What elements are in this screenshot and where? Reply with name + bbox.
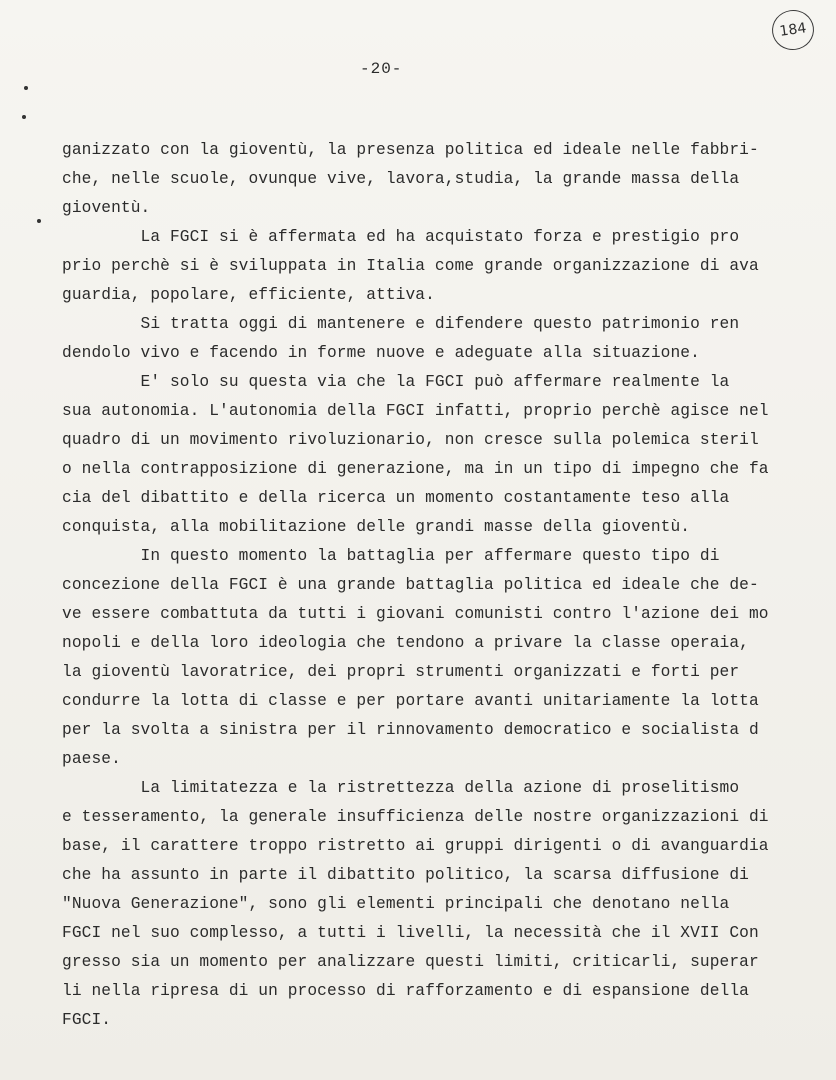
text-line: li nella ripresa di un processo di rafforzamento e di espansione della <box>62 982 749 1000</box>
text-line: In questo momento la battaglia per affermare questo tipo di <box>62 547 720 565</box>
text-line: La limitatezza e la ristrettezza della azione di proselitismo <box>62 779 740 797</box>
text-line: per la svolta a sinistra per il rinnovamento democratico e socialista d <box>62 721 759 739</box>
text-line: la gioventù lavoratrice, dei propri strumenti organizzati e forti per <box>62 663 740 681</box>
text-line: base, il carattere troppo ristretto ai gruppi dirigenti o di avanguardia <box>62 837 769 855</box>
archive-stamp: 184 <box>769 7 816 52</box>
text-line: prio perchè si è sviluppata in Italia come grande organizzazione di ava <box>62 257 759 275</box>
text-line: conquista, alla mobilitazione delle grandi masse della gioventù. <box>62 518 691 536</box>
text-line: FGCI. <box>62 1011 112 1029</box>
text-line: o nella contrapposizione di generazione, ma in un tipo di impegno che fa <box>62 460 769 478</box>
text-line: FGCI nel suo complesso, a tutti i livelli, la necessità che il XVII Con <box>62 924 759 942</box>
text-line: La FGCI si è affermata ed ha acquistato forza e prestigio pro <box>62 228 740 246</box>
text-line: sua autonomia. L'autonomia della FGCI infatti, proprio perchè agisce nel <box>62 402 769 420</box>
body-text <box>62 136 772 1035</box>
margin-dot <box>22 115 26 119</box>
text-line: cia del dibattito e della ricerca un momento costantamente teso alla <box>62 489 730 507</box>
text-line: che, nelle scuole, ovunque vive, lavora,studia, la grande massa della <box>62 170 740 188</box>
margin-dot <box>24 86 28 90</box>
text-line: concezione della FGCI è una grande battaglia politica ed ideale che de- <box>62 576 759 594</box>
text-line: Si tratta oggi di mantenere e difendere questo patrimonio ren <box>62 315 740 333</box>
text-line: guardia, popolare, efficiente, attiva. <box>62 286 435 304</box>
text-line: nopoli e della loro ideologia che tendono a privare la classe operaia, <box>62 634 749 652</box>
text-line: E' solo su questa via che la FGCI può affermare realmente la <box>62 373 730 391</box>
text-line: dendolo vivo e facendo in forme nuove e adeguate alla situazione. <box>62 344 700 362</box>
text-line: ganizzato con la gioventù, la presenza politica ed ideale nelle fabbri- <box>62 141 759 159</box>
text-line: quadro di un movimento rivoluzionario, non cresce sulla polemica steril <box>62 431 759 449</box>
text-line: paese. <box>62 750 121 768</box>
text-line: che ha assunto in parte il dibattito politico, la scarsa diffusione di <box>62 866 749 884</box>
text-line: e tesseramento, la generale insufficienza delle nostre organizzazioni di <box>62 808 769 826</box>
text-line: "Nuova Generazione", sono gli elementi principali che denotano nella <box>62 895 730 913</box>
text-line: ve essere combattuta da tutti i giovani comunisti contro l'azione dei mo <box>62 605 769 623</box>
margin-dot <box>37 219 41 223</box>
text-line: gresso sia un momento per analizzare questi limiti, criticarli, superar <box>62 953 759 971</box>
text-line: condurre la lotta di classe e per portare avanti unitariamente la lotta <box>62 692 759 710</box>
text-line: gioventù. <box>62 199 151 217</box>
page-number: -20- <box>360 60 403 78</box>
